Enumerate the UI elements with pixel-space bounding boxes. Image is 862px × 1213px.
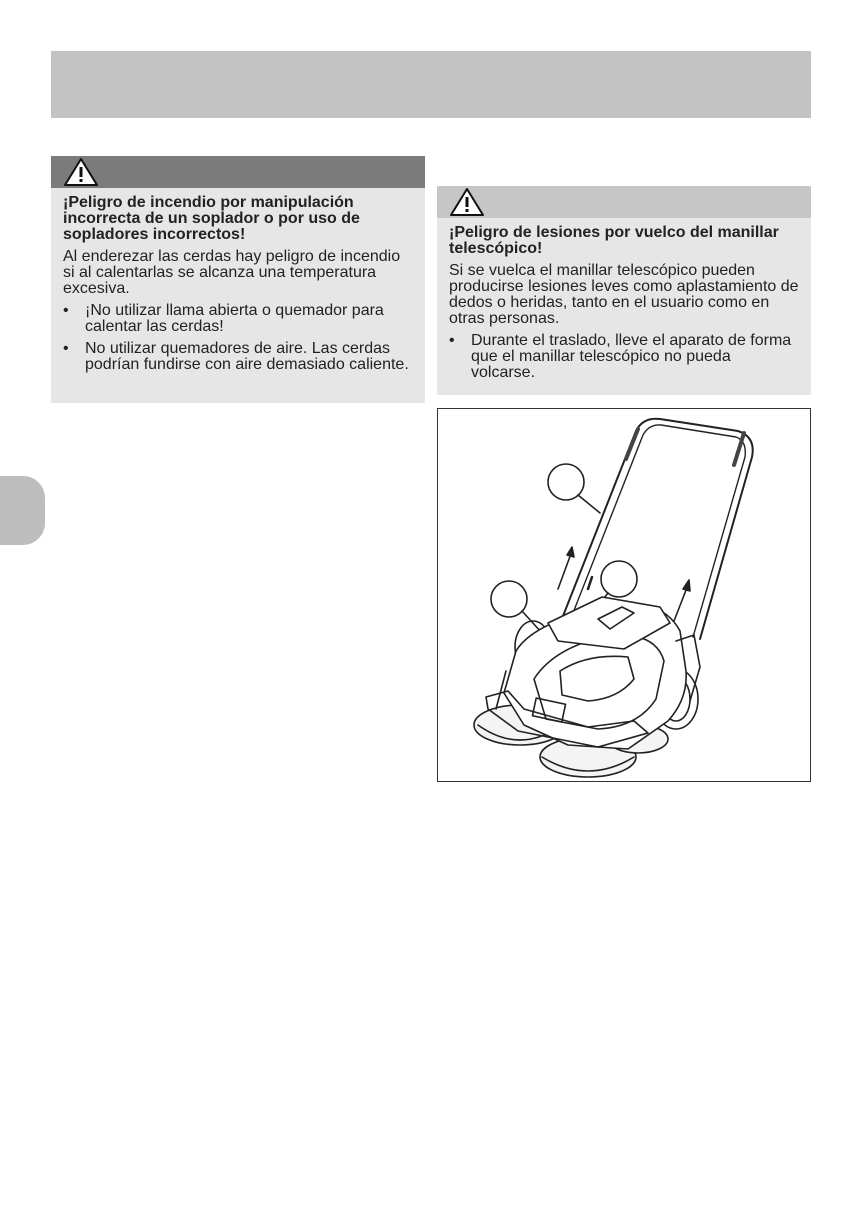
warning-bullet-list <box>63 303 413 373</box>
list-item: • No utilizar quemadores de aire. Las cerdas podrían fundirse con aire demasiado caliente. <box>63 341 413 373</box>
warning-text: Si se vuelca el manillar telescópico pueden producirse lesiones leves como aplastamiento de dedos o heridas, tanto en el usuario como en otras personas. <box>449 262 799 327</box>
warning-header-bar <box>51 156 425 188</box>
sweeper-illustration <box>438 409 810 781</box>
list-item: • Durante el traslado, lleve el aparato de forma que el manillar telescópico no pueda volcarse. <box>449 333 799 381</box>
warning-header-bar <box>437 186 811 218</box>
warning-bullet-list <box>449 333 799 381</box>
fire-warning-box <box>51 156 425 403</box>
chapter-header-band <box>51 51 811 118</box>
warning-triangle-icon <box>63 157 99 187</box>
warning-title: ¡Peligro de lesiones por vuelco del manillar telescópico! <box>449 224 779 257</box>
chapter-side-tab <box>0 476 45 545</box>
warning-text: Al enderezar las cerdas hay peligro de incendio si al calentarlas se alcanza una temperatura excesiva. <box>63 248 401 297</box>
tipping-warning-box <box>437 186 811 395</box>
sweeper-figure <box>437 408 811 782</box>
warning-triangle-icon <box>449 187 485 217</box>
list-item: • ¡No utilizar llama abierta o quemador para calentar las cerdas! <box>63 303 413 335</box>
warning-title: ¡Peligro de incendio por manipulación incorrecta de un soplador o por uso de sopladores incorrectos! <box>63 194 360 243</box>
